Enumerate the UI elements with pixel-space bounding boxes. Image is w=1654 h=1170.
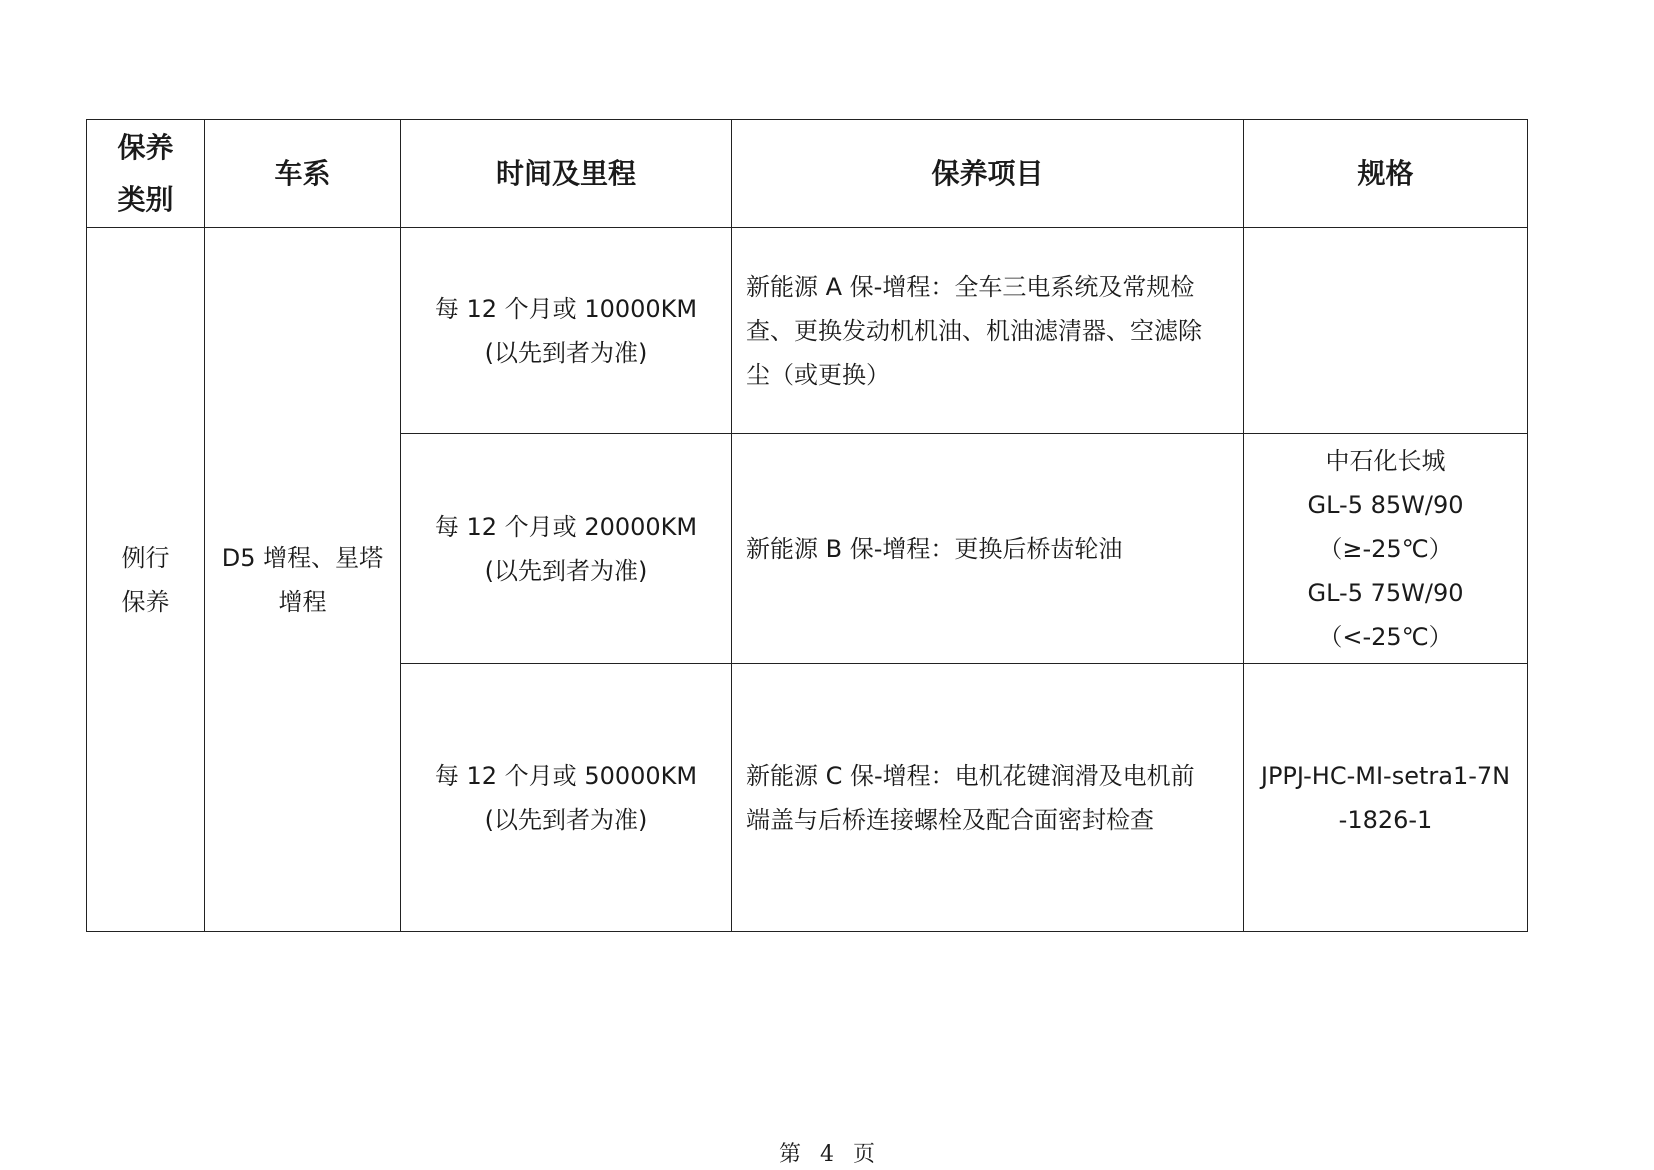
items-line: 新能源 B 保-增程：更换后桥齿轮油	[746, 534, 1123, 563]
series-cell	[205, 228, 401, 932]
spec-line: JPPJ-HC-MI-setra1-7N	[1260, 761, 1511, 790]
header-interval: 时间及里程	[401, 120, 732, 228]
series-line: D5 增程、星塔	[221, 543, 384, 572]
series-line: 增程	[278, 587, 327, 616]
header-category	[87, 120, 205, 228]
table-row	[87, 228, 1528, 434]
items-line: 端盖与后桥连接螺栓及配合面密封检查	[746, 805, 1154, 834]
page-number: 4	[820, 1142, 834, 1167]
interval-line: 每 12 个月或 50000KM	[434, 761, 698, 790]
interval-note: (以先到者为准)	[484, 556, 648, 585]
spec-line: GL-5 75W/90（<-25℃）	[1307, 578, 1464, 651]
header-series: 车系	[205, 120, 401, 228]
items-line: 新能源 C 保-增程：电机花键润滑及电机前	[746, 761, 1195, 790]
footer-suffix: 页	[853, 1142, 876, 1167]
interval-note: (以先到者为准)	[484, 805, 648, 834]
maintenance-table	[86, 119, 1528, 932]
items-line: 查、更换发动机机油、机油滤清器、空滤除	[746, 316, 1202, 345]
interval-note: (以先到者为准)	[484, 338, 648, 367]
spec-line: GL-5 85W/90（≥-25℃）	[1307, 490, 1464, 563]
interval-cell	[401, 228, 732, 434]
items-line: 新能源 A 保-增程：全车三电系统及常规检	[746, 272, 1195, 301]
header-items: 保养项目	[732, 120, 1244, 228]
spec-line: 中石化长城	[1325, 446, 1446, 475]
header-spec: 规格	[1244, 120, 1528, 228]
spec-cell	[1244, 228, 1528, 434]
interval-line: 每 12 个月或 10000KM	[434, 294, 698, 323]
category-cell	[87, 228, 205, 932]
header-category-line: 类别	[117, 182, 174, 216]
category-line: 例行	[121, 543, 170, 572]
header-category-line: 保养	[117, 130, 174, 164]
table-header-row	[87, 120, 1528, 228]
interval-line: 每 12 个月或 20000KM	[434, 512, 698, 541]
spec-cell	[1244, 434, 1528, 664]
interval-cell	[401, 664, 732, 932]
items-cell	[732, 434, 1244, 664]
category-line: 保养	[121, 587, 170, 616]
spec-cell	[1244, 664, 1528, 932]
items-cell	[732, 228, 1244, 434]
items-line: 尘（或更换）	[746, 360, 890, 389]
spec-line: -1826-1	[1338, 805, 1433, 834]
items-cell	[732, 664, 1244, 932]
interval-cell	[401, 434, 732, 664]
footer-prefix: 第	[778, 1142, 801, 1167]
